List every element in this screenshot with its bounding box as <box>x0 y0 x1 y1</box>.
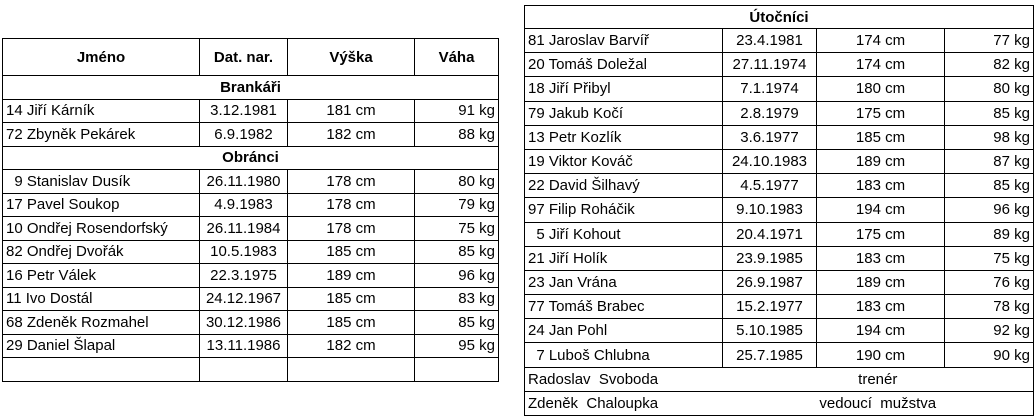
player-dob: 10.5.1983 <box>200 240 288 264</box>
player-dob: 26.11.1980 <box>200 170 288 194</box>
table-row <box>525 29 1034 53</box>
player-weight: 89 kg <box>945 222 1034 246</box>
player-name: 72 Zbyněk Pekárek <box>3 123 200 147</box>
player-name: 9 Stanislav Dusík <box>3 170 200 194</box>
table-row <box>525 343 1034 367</box>
table-row <box>3 334 499 358</box>
player-name: 19 Viktor Kováč <box>525 149 723 173</box>
player-height: 183 cm <box>817 295 945 319</box>
player-height: 175 cm <box>817 222 945 246</box>
table-row <box>525 149 1034 173</box>
player-weight: 75 kg <box>415 217 499 241</box>
player-weight: 98 kg <box>945 125 1034 149</box>
player-height: 174 cm <box>817 53 945 77</box>
player-height: 185 cm <box>288 287 415 311</box>
player-weight: 79 kg <box>415 193 499 217</box>
player-height: 189 cm <box>817 270 945 294</box>
player-weight: 85 kg <box>945 174 1034 198</box>
player-weight: 87 kg <box>945 149 1034 173</box>
staff-name: Radoslav Svoboda <box>525 367 723 391</box>
player-weight: 75 kg <box>945 246 1034 270</box>
staff-name: Zdeněk Chaloupka <box>525 391 723 415</box>
player-height: 182 cm <box>288 334 415 358</box>
table-row <box>3 311 499 335</box>
player-height: 178 cm <box>288 170 415 194</box>
roster-table-left-body <box>3 39 499 382</box>
player-name: 81 Jaroslav Barvíř <box>525 29 723 53</box>
player-dob: 23.9.1985 <box>723 246 817 270</box>
player-name: 23 Jan Vrána <box>525 270 723 294</box>
player-height: 182 cm <box>288 123 415 147</box>
player-dob: 3.6.1977 <box>723 125 817 149</box>
roster-table-right <box>524 5 1034 416</box>
player-name: 21 Jiří Holík <box>525 246 723 270</box>
player-name: 68 Zdeněk Rozmahel <box>3 311 200 335</box>
header-height: Výška <box>288 39 415 76</box>
player-weight: 83 kg <box>415 287 499 311</box>
staff-row <box>525 367 1034 391</box>
player-dob: 26.9.1987 <box>723 270 817 294</box>
player-name: 20 Tomáš Doležal <box>525 53 723 77</box>
header-dob: Dat. nar. <box>200 39 288 76</box>
player-name: 14 Jiří Kárník <box>3 99 200 123</box>
player-name: 11 Ivo Dostál <box>3 287 200 311</box>
table-row <box>3 217 499 241</box>
player-dob: 4.5.1977 <box>723 174 817 198</box>
empty-cell <box>3 358 200 382</box>
table-row <box>525 77 1034 101</box>
header-name: Jméno <box>3 39 200 76</box>
table-row <box>525 222 1034 246</box>
player-weight: 95 kg <box>415 334 499 358</box>
table-row <box>3 193 499 217</box>
player-dob: 24.10.1983 <box>723 149 817 173</box>
player-height: 194 cm <box>817 319 945 343</box>
player-name: 10 Ondřej Rosendorfský <box>3 217 200 241</box>
player-name: 16 Petr Válek <box>3 264 200 288</box>
table-row <box>3 240 499 264</box>
player-name: 7 Luboš Chlubna <box>525 343 723 367</box>
player-height: 190 cm <box>817 343 945 367</box>
empty-row <box>3 358 499 382</box>
header-weight: Váha <box>415 39 499 76</box>
player-name: 22 David Šilhavý <box>525 174 723 198</box>
table-row <box>525 319 1034 343</box>
section-row <box>3 76 499 100</box>
player-dob: 6.9.1982 <box>200 123 288 147</box>
table-row <box>3 123 499 147</box>
player-name: 82 Ondřej Dvořák <box>3 240 200 264</box>
empty-cell <box>200 358 288 382</box>
player-height: 178 cm <box>288 217 415 241</box>
player-weight: 80 kg <box>945 77 1034 101</box>
table-row <box>3 287 499 311</box>
player-weight: 96 kg <box>415 264 499 288</box>
section-title: Obránci <box>3 146 499 170</box>
player-name: 77 Tomáš Brabec <box>525 295 723 319</box>
player-dob: 24.12.1967 <box>200 287 288 311</box>
player-height: 183 cm <box>817 174 945 198</box>
section-title: Útočníci <box>525 6 1034 29</box>
player-name: 29 Daniel Šlapal <box>3 334 200 358</box>
player-name: 18 Jiří Přibyl <box>525 77 723 101</box>
staff-role: vedoucí mužstva <box>723 391 1034 415</box>
empty-cell <box>288 358 415 382</box>
player-weight: 91 kg <box>415 99 499 123</box>
player-weight: 76 kg <box>945 270 1034 294</box>
player-height: 178 cm <box>288 193 415 217</box>
player-name: 97 Filip Roháčik <box>525 198 723 222</box>
player-dob: 13.11.1986 <box>200 334 288 358</box>
table-row <box>3 264 499 288</box>
player-height: 180 cm <box>817 77 945 101</box>
player-height: 174 cm <box>817 29 945 53</box>
table-row <box>3 170 499 194</box>
table-row <box>525 53 1034 77</box>
header-row <box>3 39 499 76</box>
player-height: 194 cm <box>817 198 945 222</box>
player-dob: 27.11.1974 <box>723 53 817 77</box>
player-name: 79 Jakub Kočí <box>525 101 723 125</box>
player-dob: 30.12.1986 <box>200 311 288 335</box>
table-row <box>525 198 1034 222</box>
table-row <box>525 101 1034 125</box>
table-row <box>525 295 1034 319</box>
player-height: 189 cm <box>817 149 945 173</box>
player-dob: 7.1.1974 <box>723 77 817 101</box>
player-dob: 15.2.1977 <box>723 295 817 319</box>
player-dob: 9.10.1983 <box>723 198 817 222</box>
player-dob: 3.12.1981 <box>200 99 288 123</box>
staff-role: trenér <box>723 367 1034 391</box>
player-dob: 22.3.1975 <box>200 264 288 288</box>
player-name: 13 Petr Kozlík <box>525 125 723 149</box>
player-weight: 78 kg <box>945 295 1034 319</box>
player-height: 175 cm <box>817 101 945 125</box>
player-height: 185 cm <box>817 125 945 149</box>
table-row <box>525 125 1034 149</box>
roster-table-right-body <box>525 6 1034 416</box>
player-height: 185 cm <box>288 240 415 264</box>
section-row <box>525 6 1034 29</box>
player-name: 17 Pavel Soukop <box>3 193 200 217</box>
player-weight: 88 kg <box>415 123 499 147</box>
table-row <box>3 99 499 123</box>
player-height: 185 cm <box>288 311 415 335</box>
empty-cell <box>415 358 499 382</box>
player-name: 24 Jan Pohl <box>525 319 723 343</box>
player-dob: 2.8.1979 <box>723 101 817 125</box>
table-row <box>525 270 1034 294</box>
staff-row <box>525 391 1034 415</box>
player-height: 183 cm <box>817 246 945 270</box>
player-dob: 20.4.1971 <box>723 222 817 246</box>
player-weight: 85 kg <box>945 101 1034 125</box>
player-weight: 92 kg <box>945 319 1034 343</box>
player-dob: 26.11.1984 <box>200 217 288 241</box>
roster-table-left <box>2 38 499 382</box>
player-height: 181 cm <box>288 99 415 123</box>
section-title: Brankáři <box>3 76 499 100</box>
player-weight: 85 kg <box>415 311 499 335</box>
player-dob: 23.4.1981 <box>723 29 817 53</box>
player-dob: 5.10.1985 <box>723 319 817 343</box>
player-height: 189 cm <box>288 264 415 288</box>
player-weight: 90 kg <box>945 343 1034 367</box>
player-dob: 25.7.1985 <box>723 343 817 367</box>
section-row <box>3 146 499 170</box>
table-row <box>525 246 1034 270</box>
player-name: 5 Jiří Kohout <box>525 222 723 246</box>
table-row <box>525 174 1034 198</box>
player-weight: 96 kg <box>945 198 1034 222</box>
player-dob: 4.9.1983 <box>200 193 288 217</box>
player-weight: 82 kg <box>945 53 1034 77</box>
player-weight: 77 kg <box>945 29 1034 53</box>
player-weight: 80 kg <box>415 170 499 194</box>
player-weight: 85 kg <box>415 240 499 264</box>
